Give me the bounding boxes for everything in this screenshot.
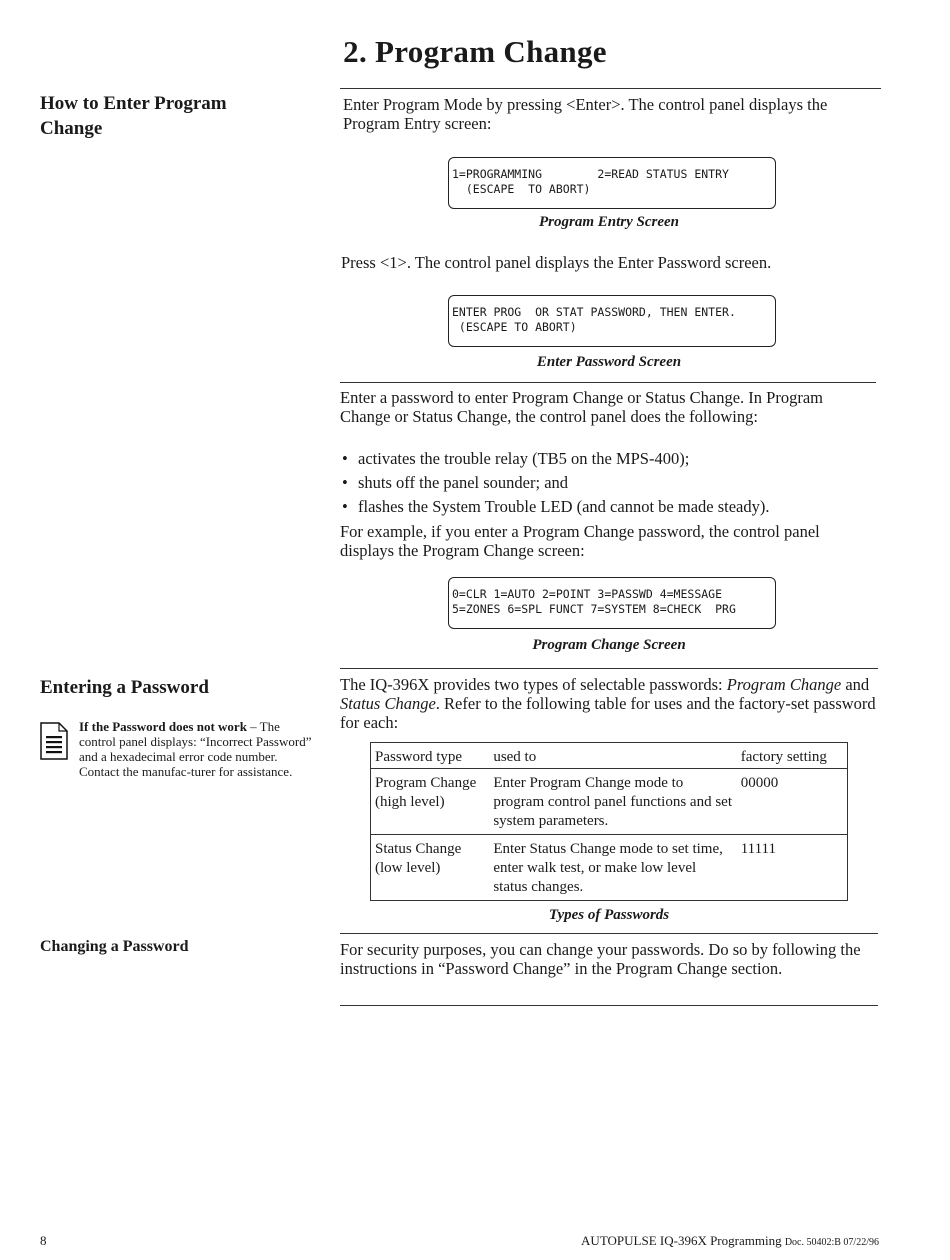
table-header-row — [371, 743, 848, 769]
password-effect-text: Enter a password to enter Program Change or Status Change. In Program Change or Status Change, the control panel does the following: — [340, 388, 823, 426]
enter-password-screen — [448, 295, 776, 347]
section-heading-password: Entering a Password — [40, 677, 209, 698]
intro-text: . Refer to the following table for uses and the factory-set password for each: — [340, 694, 876, 732]
intro-text: and — [841, 675, 870, 694]
intro-text: The IQ-396X provides two types of selectable passwords: — [340, 675, 727, 694]
note-document-icon — [40, 722, 68, 760]
table-cell: Status Change (low level) — [375, 841, 462, 876]
password-types-intro — [340, 675, 880, 732]
lcd-line: (ESCAPE TO ABORT) — [452, 320, 577, 334]
page-title: 2. Program Change — [343, 34, 607, 69]
section-heading-changing: Changing a Password — [40, 938, 189, 955]
lcd-line: 5=ZONES 6=SPL FUNCT 7=SYSTEM 8=CHECK PRG — [452, 602, 736, 616]
example-text: For example, if you enter a Program Change password, the control panel displays the Program Change screen: — [340, 522, 820, 560]
note-body: – The control panel displays: “Incorrect Password” and a hexadecimal error code number. Contact the manufac-turer for assistance. — [79, 719, 312, 779]
section-heading-enter: How to Enter Program Change — [40, 93, 227, 139]
list-item: • shuts off the panel sounder; and — [340, 471, 880, 495]
footer-doc: Doc. 50402:B 07/22/96 — [784, 1237, 879, 1248]
intro-emphasis: Status Change — [340, 694, 436, 713]
page-number: 8 — [40, 1233, 47, 1248]
table-row — [371, 769, 848, 835]
table-row — [371, 835, 848, 901]
figure-caption: Enter Password Screen — [536, 354, 682, 370]
section-divider — [340, 1005, 878, 1006]
password-note — [79, 719, 319, 779]
section-divider — [340, 668, 878, 669]
table-cell: Enter Status Change mode to set time, enter walk test, or make low level status changes. — [493, 841, 723, 895]
table-cell: 11111 — [740, 841, 776, 857]
passwords-table — [370, 742, 848, 901]
footer-title: AUTOPULSE IQ-396X Programming — [581, 1233, 782, 1248]
section-divider — [340, 933, 878, 934]
lcd-line: (ESCAPE TO ABORT) — [452, 182, 591, 196]
page-footer — [581, 1233, 879, 1249]
effects-list — [340, 447, 880, 519]
table-cell: Enter Program Change mode to program control panel functions and set system parameters. — [493, 775, 732, 829]
section-divider — [340, 88, 881, 89]
list-item: • flashes the System Trouble LED (and cannot be made steady). — [340, 495, 880, 519]
figure-caption: Program Change Screen — [532, 637, 686, 653]
intro-emphasis: Program Change — [726, 675, 842, 694]
lcd-line: 1=PROGRAMMING 2=READ STATUS ENTRY — [452, 167, 729, 181]
table-cell: Program Change (high level) — [375, 775, 477, 810]
program-entry-screen — [448, 157, 776, 209]
note-title: If the Password does not work — [79, 719, 247, 734]
column-header: factory setting — [740, 749, 827, 765]
list-item: • activates the trouble relay (TB5 on the MPS-400); — [340, 447, 880, 471]
table-cell: 00000 — [740, 775, 779, 791]
table-caption: Types of Passwords — [548, 907, 670, 923]
lcd-line: 0=CLR 1=AUTO 2=POINT 3=PASSWD 4=MESSAGE — [452, 587, 723, 601]
press-one-text: Press <1>. The control panel displays the Enter Password screen. — [341, 253, 772, 272]
program-change-screen — [448, 577, 776, 629]
column-header: Password type — [375, 749, 463, 765]
figure-caption: Program Entry Screen — [538, 214, 679, 230]
column-header: used to — [493, 749, 537, 765]
lcd-line: ENTER PROG OR STAT PASSWORD, THEN ENTER. — [452, 305, 736, 319]
section-divider — [340, 382, 876, 383]
enter-intro-text: Enter Program Mode by pressing <Enter>. The control panel displays the Program Entry screen: — [343, 95, 828, 133]
changing-text: For security purposes, you can change your passwords. Do so by following the instructions in “Password Change” in the Program Change section. — [340, 940, 861, 978]
